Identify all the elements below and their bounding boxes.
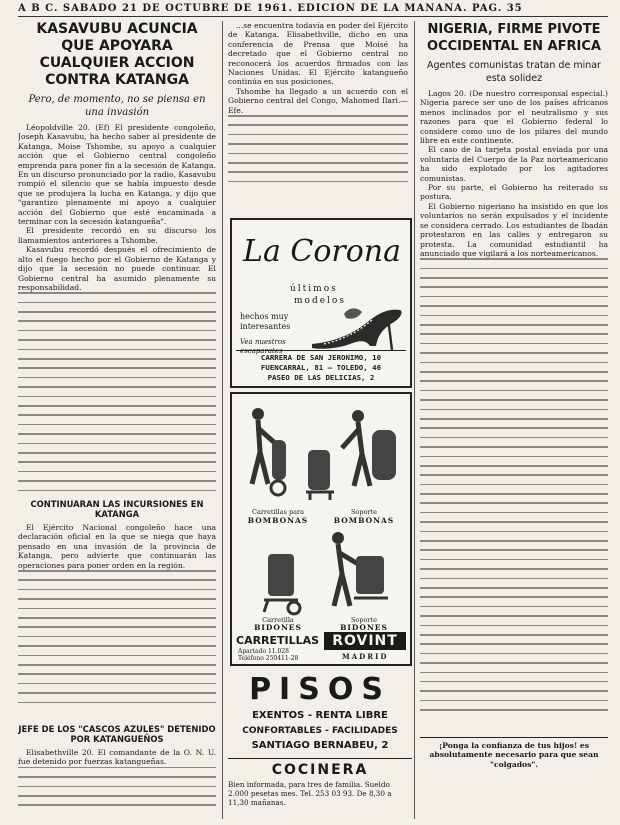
right-deck: Agentes comunistas tratan de minar esta solidez bbox=[427, 60, 601, 84]
left-body bbox=[18, 123, 216, 493]
corona-address-1: CARRERA DE SAN JERONIMO, 10 bbox=[260, 353, 382, 362]
rovint-apartado: Apartado 11.028 bbox=[238, 648, 289, 655]
masthead-rule bbox=[18, 16, 608, 17]
paragraph: El caso de la tarjeta postal enviada por una voluntaria del Cuerpo de la Paz norteamericano ha sido explotado por los agitadores comunistas. bbox=[420, 145, 608, 183]
corona-tagline-1: últimos bbox=[290, 284, 338, 294]
la-corona-brand: La Corona bbox=[243, 234, 401, 269]
cocinera-ad bbox=[228, 762, 412, 822]
rovint-brand: ROVINT bbox=[324, 632, 406, 650]
corona-address-2: FUENCARRAL, 81 — TOLEDO, 46 bbox=[260, 363, 382, 372]
rovint-city: MADRID bbox=[342, 652, 389, 661]
pisos-line-1: EXENTOS - RENTA LIBRE bbox=[252, 710, 388, 721]
middle-article bbox=[228, 21, 408, 191]
corona-tagline-2: modelos bbox=[294, 296, 346, 306]
paragraph: El Gobierno nigeriano ha insistido en que los voluntarios no serán expulsados y el incidente se considera cerrado. Los estudiantes de Ibadán protestaron en las calles y entregaron su protesta. La comunidad estudiantil ha anunciado que vigilará a los norteamericanos. bbox=[420, 201, 608, 258]
column-rule bbox=[222, 21, 223, 819]
paragraph: Elisabethville 20. El comandante de la O. N. U. fue detenido por fuerzas katangueñas. bbox=[18, 748, 216, 767]
left-subhead-1: CONTINUARAN LAS INCURSIONES EN KATANGA bbox=[30, 499, 204, 519]
rovint-item-1b: BOMBONAS bbox=[247, 516, 309, 525]
paragraph: Kasavubu recordó después el ofrecimiento de alto el fuego hecho por el Gobierno de Katanga y dijo que la secesión no puede continuar. El Gobierno central ha asumido plenamente su responsabilidad. bbox=[18, 245, 216, 292]
rovint-item-2b: BOMBONAS bbox=[333, 516, 395, 525]
right-headline: NIGERIA, FIRME PIVOTE OCCIDENTAL EN AFRICA bbox=[427, 22, 601, 54]
rovint-item-4: Soporte bbox=[350, 616, 377, 624]
paragraph: Por su parte, el Gobierno ha reiterado su postura. bbox=[420, 183, 608, 202]
rovint-item-4b: BIDONES bbox=[340, 623, 388, 632]
pisos-line-2: CONFORTABLES - FACILIDADES bbox=[242, 726, 398, 736]
corona-tagline-4: Vea nuestros escaparates bbox=[240, 338, 286, 355]
paragraph: El Ejército Nacional congoleño hace una declaración oficial en la que se niega que haya pensado en una invasión de la provincia de Katanga, pero advierte que continuarán las operaciones para poner orden en la región. bbox=[18, 523, 216, 570]
paragraph: Tshombe ha llegado a un acuerdo con el Gobierno central del Congo, Mahomed Ilari.—Efe. bbox=[228, 86, 408, 115]
rovint-item-2: Soporte bbox=[350, 508, 377, 516]
la-corona-ad bbox=[230, 218, 412, 388]
right-article bbox=[420, 21, 608, 769]
rovint-telefono: Teléfono 250411-28 bbox=[238, 655, 299, 662]
paragraph: Lagos 20. (De nuestro corresponsal especial.) Nigeria parece ser uno de los países africanos menos inclinados por el neutralismo y sus razones para que el Gobierno federal lo considere como uno de los pilares del mundo libre en este continente. bbox=[420, 89, 608, 146]
corona-tagline-3: hechos muy interesantes bbox=[240, 312, 291, 331]
rovint-carretillas: CARRETILLAS bbox=[236, 634, 320, 647]
left-subhead-2: JEFE DE LOS "CASCOS AZULES" DETENIDO POR KATANGUEÑOS bbox=[18, 724, 216, 744]
paragraph: El presidente recordó en su discurso los llamamientos anteriores a Tshombe. bbox=[18, 226, 216, 245]
paragraph: Léopoldville 20. (Ef) El presidente congoleño, Joseph Kasavubu, ha hecho saber al presidente de Katanga, Moise Tshombe, su apoyo a cualquier acción que el Gobierno central congoleño emprenda para poner fin a la secesión de Katanga. En un discurso pronunciado por la radio, Kasavubu rompió el silencio que se había impuesto desde que se produjera la lucha en Katanga, y dijo que "garantizo plenamente mi apoyo a cualquier acción del Gobierno que esté encaminada a terminar con la secesión katangueña". bbox=[18, 123, 216, 227]
worker-illustration-top bbox=[238, 400, 404, 508]
shoe-illustration bbox=[304, 294, 408, 354]
rovint-item-3b: BIDONES bbox=[254, 623, 302, 632]
worker-illustration-bottom bbox=[238, 528, 404, 618]
right-body bbox=[420, 89, 608, 731]
right-quote: ¡Ponga la confianza de tus hijos! es absolutamente necesario para que sean "colgados". bbox=[420, 737, 608, 769]
cocinera-title: COCINERA bbox=[271, 762, 369, 778]
pisos-title: PISOS bbox=[249, 672, 391, 707]
pisos-line-3: SANTIAGO BERNABEU, 2 bbox=[251, 740, 389, 751]
left-article bbox=[18, 21, 216, 818]
rovint-ad bbox=[230, 392, 412, 666]
left-body-3 bbox=[18, 748, 216, 818]
paragraph: ...se encuentra todavía en poder del Ejército de Katanga. Elisabethville, dicho en una conferencia de Prensa que Moisé ha decretado que el Gobierno central no reconocerá los acuerdos firmados con las Naciones Unidas. El Ejército katangueño continúa en sus posiciones. bbox=[228, 21, 408, 87]
masthead: A B C. SABADO 21 DE OCTUBRE DE 1961. EDICION DE LA MAÑANA. PAG. 35 bbox=[18, 3, 523, 14]
column-rule bbox=[414, 21, 415, 819]
left-body-2 bbox=[18, 523, 216, 718]
rovint-item-3: Carretilla bbox=[262, 616, 294, 624]
cocinera-text: Bien informada, para tres de familia. Sueldo 2.000 pesetas mes. Tel. 253 03 93. De 8,30 a 11,30 mañanas. bbox=[228, 780, 392, 807]
corona-address-3: PASEO DE LAS DELICIAS, 2 bbox=[267, 373, 375, 382]
left-deck: Pero, de momento, no se piensa en una invasión bbox=[28, 94, 206, 118]
rovint-item-1: Carretillas para bbox=[251, 508, 305, 516]
left-headline: KASAVUBU ACUNCIA QUE APOYARA CUALQUIER ACCION CONTRA KATANGA bbox=[36, 21, 198, 88]
